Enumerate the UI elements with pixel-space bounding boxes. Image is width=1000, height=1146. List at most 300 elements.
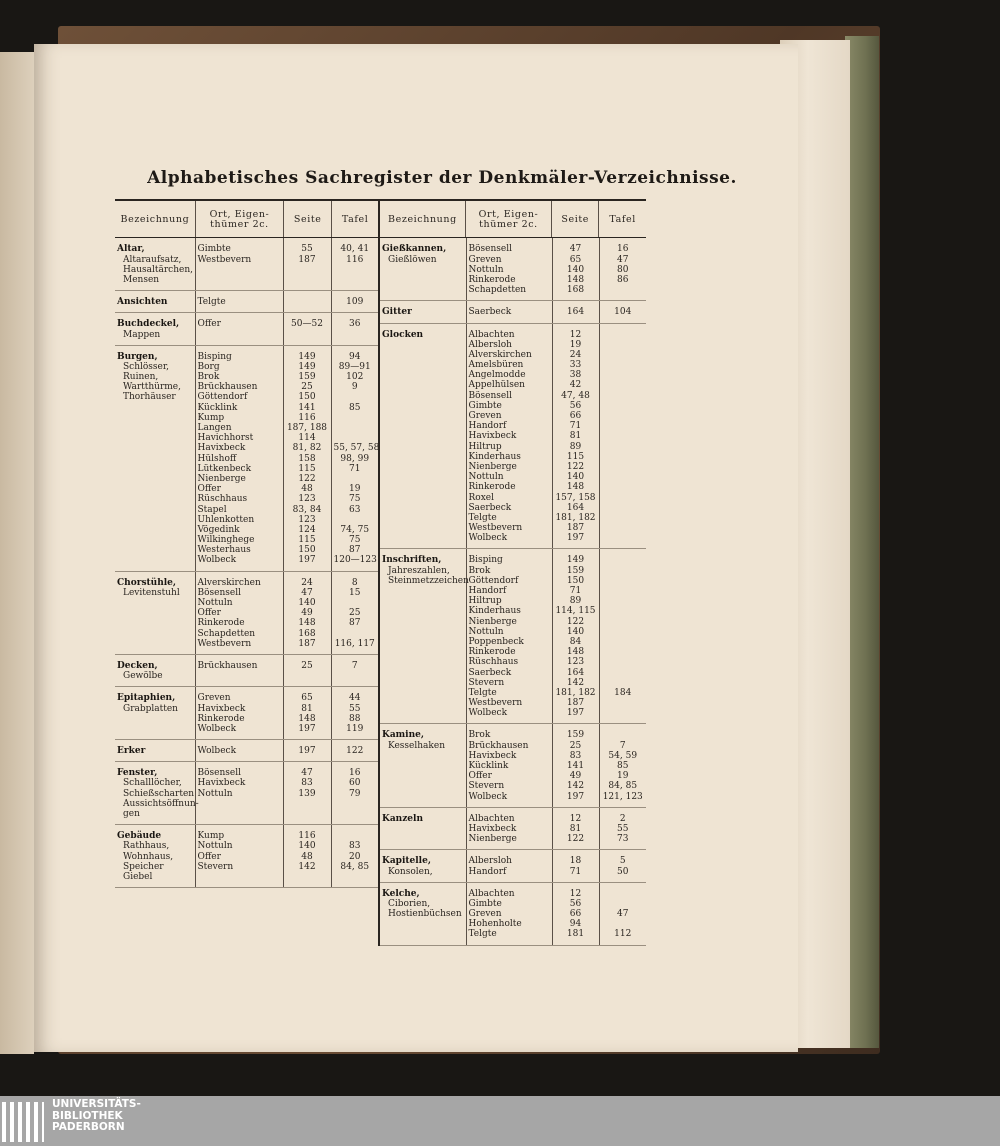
entry-places-line: Gimbte — [197, 244, 231, 255]
entry-places-line: Alverskirchen — [468, 349, 532, 360]
entry-pages-line: 187 — [566, 698, 585, 709]
entry-plates-line: 121, 123 — [602, 791, 643, 802]
entry-places-line: Stevern — [468, 677, 505, 688]
entry-places — [195, 291, 283, 313]
entry-pages-line: 56 — [569, 898, 582, 909]
entry-places — [466, 850, 552, 882]
entry-plates-line: 7 — [351, 660, 358, 671]
entry-plates — [331, 345, 378, 571]
entry-plates — [599, 549, 646, 724]
entry-plates-line — [602, 637, 645, 647]
entry-plates-line: 119 — [346, 723, 364, 734]
entry-plates-line: 85 — [617, 761, 629, 771]
entry-pages-line: 187 — [298, 638, 316, 649]
entry-places-line: Handorf — [468, 421, 507, 432]
entry-pages-line: 89 — [569, 596, 582, 607]
entry-pages-line: 25 — [301, 382, 313, 393]
entry-pages-line: 18 — [569, 856, 582, 867]
entry-pages — [283, 571, 331, 654]
entry-plates-line: 89—91 — [338, 361, 371, 372]
entry-pages-line: 140 — [566, 264, 585, 275]
entry-places — [466, 724, 552, 807]
entry-plates-line: 75 — [349, 535, 361, 546]
entry-pages — [552, 724, 599, 807]
entry-term-line: Buchdeckel, — [117, 319, 180, 330]
entry-term-line: Kanzeln — [382, 813, 423, 824]
entry-plates — [599, 807, 646, 850]
entry-places-line: Bösensell — [468, 244, 512, 255]
entry-places-line: Bösensell — [468, 390, 512, 401]
entry-pages-line: 164 — [566, 667, 585, 678]
entry-places-line: Bösensell — [197, 587, 241, 598]
entry-pages — [552, 301, 599, 323]
entry-places — [466, 549, 552, 724]
entry-places — [195, 345, 283, 571]
entry-places-line: Alverskirchen — [197, 577, 261, 588]
entry-plates-line — [602, 919, 645, 929]
entry-places-line: Havixbeck — [468, 431, 517, 442]
entry-places-line: Telgte — [468, 512, 497, 523]
entry-plates-line: 112 — [614, 929, 632, 940]
entry-places-line: Albachten — [468, 329, 515, 340]
entry-pages-line: 123 — [298, 494, 316, 505]
entry-places-line: Greven — [468, 909, 502, 920]
entry-pages-line: 66 — [569, 909, 582, 920]
register-entry — [380, 301, 646, 323]
entry-pages-line: 164 — [566, 502, 585, 513]
entry-places-line: Offer — [197, 484, 221, 495]
entry-pages-line: 181, 182 — [555, 512, 596, 523]
entry-pages-line: 122 — [566, 461, 585, 472]
entry-places-line: Greven — [197, 693, 231, 704]
entry-pages — [283, 687, 331, 740]
entry-plates-line — [334, 831, 377, 841]
entry-places-line: Wolbeck — [468, 708, 508, 719]
entry-plates-line: 83 — [349, 841, 361, 852]
entry-plates-line: 104 — [614, 307, 632, 318]
entry-places-line: Brückhausen — [197, 660, 258, 671]
entry-pages-line: 150 — [298, 545, 316, 556]
entry-term-line: gen — [123, 809, 140, 819]
left-entries — [115, 238, 378, 888]
entry-term-line: Fenster, — [117, 768, 158, 779]
entry-term-line: Ciborien, — [388, 898, 431, 909]
entry-term-line: Erker — [117, 746, 146, 757]
entry-places-line: Telgte — [468, 687, 497, 698]
entry-pages-line: 197 — [566, 791, 585, 802]
entry-places-line: Rinkerode — [468, 482, 516, 493]
entry-plates-line: 60 — [349, 778, 361, 789]
entry-term-line: Mappen — [123, 329, 161, 340]
entry-term-line: Grabplatten — [123, 703, 178, 714]
entry-term-line: Chorstühle, — [117, 577, 177, 588]
entry-pages-line: 48 — [301, 484, 313, 495]
entry-term-line: Altaraufsatz, — [123, 254, 182, 265]
entry-pages-line: 81 — [301, 703, 313, 714]
entry-pages-line: 48 — [301, 851, 313, 862]
entry-plates-line: 109 — [346, 297, 364, 308]
entry-places-line: Roxel — [468, 492, 494, 503]
entry-pages-line: 124 — [298, 524, 316, 535]
entry-plates — [599, 323, 646, 549]
entry-term — [115, 740, 195, 762]
entry-term-line: Gebäude — [117, 831, 162, 842]
entry-plates — [331, 238, 378, 290]
entry-places — [195, 825, 283, 888]
entry-places — [466, 323, 552, 549]
entry-pages-line: 116 — [298, 412, 316, 423]
entry-pages-line: 159 — [298, 372, 316, 383]
entry-term — [115, 238, 195, 290]
entry-pages-line: 148 — [298, 713, 316, 724]
register-entry — [115, 238, 378, 290]
entry-places-line: Borg — [197, 361, 220, 372]
entry-places-line: Wolbeck — [197, 746, 237, 757]
register-entry — [380, 850, 646, 882]
library-name-line3: PADERBORN — [52, 1121, 125, 1133]
entry-pages-line: 49 — [569, 771, 582, 782]
entry-term — [115, 825, 195, 888]
entry-places-line: Rinkerode — [468, 647, 516, 658]
entry-places — [195, 571, 283, 654]
entry-pages-line: 71 — [569, 421, 582, 432]
entry-pages-line: 83, 84 — [292, 504, 322, 515]
register-entry — [380, 724, 646, 807]
entry-plates — [331, 571, 378, 654]
entry-plates-line — [334, 413, 377, 423]
entry-places-line: Wolbeck — [197, 555, 237, 566]
entry-places-line: Telgte — [468, 929, 497, 940]
entry-plates — [331, 687, 378, 740]
entry-term — [380, 549, 469, 724]
entry-plates — [599, 724, 646, 807]
entry-plates-line: 98, 99 — [340, 453, 370, 464]
library-name — [52, 1099, 141, 1134]
entry-plates — [331, 740, 378, 762]
entry-pages-line: 66 — [569, 411, 582, 421]
entry-places-line: Handorf — [468, 866, 507, 877]
entry-places-line: Uhlenkotten — [197, 514, 255, 525]
entry-pages-line: 187 — [298, 254, 316, 265]
entry-places-line: Nienberge — [197, 473, 246, 484]
entry-term-line: Burgen, — [117, 351, 158, 362]
entry-pages-line: 140 — [566, 626, 585, 637]
entry-term — [115, 687, 195, 740]
entry-places-line: Kücklink — [197, 402, 238, 413]
entry-pages-line: 81 — [569, 431, 582, 442]
entry-places-line: Greven — [468, 254, 502, 265]
entry-plates — [599, 301, 646, 323]
entry-pages-line: 50—52 — [291, 319, 323, 330]
entry-places-line: Albachten — [468, 813, 515, 824]
entry-term — [115, 345, 195, 571]
entry-pages — [552, 882, 599, 945]
entry-pages-line: 142 — [566, 677, 585, 688]
entry-places-line: Rinkerode — [468, 274, 516, 285]
entry-pages-line: 159 — [566, 565, 585, 576]
entry-places-line: Wolbeck — [468, 533, 508, 544]
entry-pages — [552, 323, 599, 549]
entry-places-line: Hiltrup — [468, 596, 502, 607]
entry-pages-line: 115 — [298, 463, 316, 474]
entry-pages-line: 168 — [566, 285, 585, 296]
register-entry — [115, 654, 378, 686]
entry-pages-line: 148 — [566, 274, 585, 285]
register-entry — [115, 825, 378, 888]
entry-pages — [552, 238, 599, 300]
entry-places-line: Saerbeck — [468, 502, 512, 513]
library-footer — [0, 1096, 1000, 1146]
entry-plates-line: 84, 85 — [340, 861, 370, 872]
entry-plates-line: 116, 117 — [334, 638, 375, 649]
entry-pages — [283, 654, 331, 686]
entry-plates-line — [602, 606, 645, 616]
register-entry — [115, 291, 378, 313]
entry-pages-line: 65 — [569, 254, 582, 265]
entry-places-line: Nottuln — [468, 264, 504, 275]
entry-plates-line: 85 — [349, 402, 361, 413]
entry-plates-line: 55 — [349, 703, 361, 714]
entry-places-line: Albachten — [468, 888, 515, 899]
register-entry — [115, 345, 378, 571]
entry-pages-line: 141 — [566, 761, 585, 771]
entry-pages-line: 83 — [569, 750, 582, 761]
entry-term — [380, 323, 466, 549]
entry-pages-line: 47 — [301, 768, 313, 779]
entry-term-line: Ansichten — [117, 297, 168, 308]
col-header-seite: Seite — [284, 200, 332, 238]
entry-term — [115, 291, 195, 313]
entry-plates-line — [602, 596, 645, 606]
entry-pages-line: 42 — [569, 380, 582, 391]
entry-plates-line: 36 — [349, 319, 361, 330]
entry-plates — [599, 882, 646, 945]
entry-pages-line: 94 — [569, 919, 582, 930]
table-header-row — [115, 200, 646, 238]
entry-places — [195, 687, 283, 740]
entry-places-line: Nottuln — [197, 841, 233, 852]
entry-places-line: Nienberge — [468, 616, 517, 627]
entry-places-line: Havichhorst — [197, 433, 254, 444]
entry-pages-line: 141 — [298, 402, 316, 413]
entry-pages-line: 181 — [566, 929, 585, 940]
entry-pages-line: 49 — [301, 608, 313, 619]
entry-term — [115, 654, 195, 686]
entry-pages-line: 81, 82 — [292, 443, 322, 454]
entry-places-line: Hiltrup — [468, 441, 502, 452]
entry-plates-line: 16 — [349, 768, 361, 779]
entry-pages-line: 149 — [298, 361, 316, 372]
entry-plates-line: 80 — [617, 264, 629, 275]
entry-plates — [599, 850, 646, 882]
entry-pages-line: 12 — [569, 329, 582, 340]
left-half — [115, 238, 379, 946]
entry-pages-line: 55 — [301, 244, 313, 255]
entry-term-line: Gitter — [382, 307, 412, 318]
entry-places-line: Schapdetten — [468, 285, 527, 296]
entry-plates-line — [602, 555, 645, 565]
entry-places-line: Brückhausen — [197, 382, 258, 393]
entry-plates-line — [602, 627, 645, 637]
entry-term-line: Rathhaus, — [123, 841, 170, 852]
entry-pages-line: 65 — [301, 693, 313, 704]
entry-pages — [552, 807, 599, 850]
entry-plates-line: 79 — [349, 788, 361, 799]
entry-term-line: Konsolen, — [388, 866, 433, 877]
right-entries — [380, 238, 646, 945]
entry-term-line: Decken, — [117, 660, 158, 671]
entry-plates-line — [602, 678, 645, 688]
entry-plates-line: 88 — [349, 713, 361, 724]
table-body-row — [115, 238, 646, 946]
entry-plates-line — [602, 617, 645, 627]
entry-plates-line: 19 — [349, 484, 361, 495]
entry-term-line: Inschriften, — [382, 555, 442, 566]
entry-pages-line: 115 — [566, 451, 585, 462]
entry-places-line: Hohenholte — [468, 919, 522, 930]
entry-places-line: Nienberge — [468, 461, 517, 472]
entry-pages-line: 47 — [301, 587, 313, 598]
entry-places — [195, 313, 283, 345]
entry-term-line: Speicher — [123, 861, 164, 872]
entry-plates-line: 50 — [617, 866, 629, 877]
entry-pages-line: 149 — [566, 555, 585, 566]
entry-places-line: Wolbeck — [197, 723, 237, 734]
entry-pages-line: 47, 48 — [561, 390, 590, 401]
register-entry — [380, 549, 646, 724]
entry-pages-line: 148 — [566, 647, 585, 658]
entry-places — [466, 301, 552, 323]
entry-places-line: Göttendorf — [468, 575, 519, 586]
entry-term — [115, 313, 195, 345]
entry-places-line: Havixbeck — [197, 443, 246, 454]
entry-plates-line — [334, 474, 377, 484]
entry-pages-line: 114, 115 — [555, 606, 596, 617]
entry-places-line: Rinkerode — [197, 713, 245, 724]
entry-places-line: Amelsbüren — [468, 360, 524, 371]
entry-pages-line: 38 — [569, 370, 582, 381]
entry-places-line: Havixbeck — [197, 778, 246, 789]
entry-places-line: Nienberge — [468, 834, 517, 845]
col-header-bezeichnung: Bezeichnung — [115, 200, 195, 238]
entry-pages-line: 140 — [298, 841, 316, 852]
entry-pages — [283, 291, 331, 313]
entry-places-line: Saerbeck — [468, 667, 512, 678]
entry-pages-line: 197 — [298, 746, 316, 757]
entry-places-line: Albersloh — [468, 339, 512, 350]
entry-term-line: Kamine, — [382, 730, 424, 741]
entry-places-line: Wilkinghege — [197, 535, 255, 546]
entry-places-line: Westerhaus — [197, 545, 251, 556]
entry-places — [466, 238, 552, 300]
entry-plates-line — [602, 730, 645, 740]
entry-pages-line: 123 — [298, 514, 316, 525]
entry-plates-line: 184 — [614, 687, 632, 698]
entry-pages — [283, 238, 331, 290]
entry-plates-line: 73 — [617, 834, 629, 845]
entry-plates — [599, 238, 646, 300]
entry-pages-line: 142 — [298, 861, 316, 872]
col-header-bezeichnung: Bezeichnung — [379, 200, 465, 238]
entry-places-line: Rüschhaus — [468, 657, 519, 668]
entry-places-line: Havixbeck — [468, 750, 517, 761]
entry-places-line: Brückhausen — [468, 740, 529, 751]
entry-plates-line — [602, 668, 645, 678]
entry-plates-line: 71 — [349, 463, 361, 474]
entry-places-line: Offer — [197, 851, 221, 862]
entry-term-line: Steinmetzzeichen — [388, 575, 469, 586]
entry-places-line: Havixbeck — [468, 823, 517, 834]
entry-places-line: Stapel — [197, 504, 227, 515]
entry-places — [195, 740, 283, 762]
entry-plates-line: 75 — [349, 494, 361, 505]
entry-places-line: Gimbte — [468, 400, 502, 411]
entry-pages-line: 12 — [569, 888, 582, 899]
entry-pages — [283, 345, 331, 571]
col-header-ort: Ort, Eigen- thümer 2c. — [195, 200, 283, 238]
entry-plates-line — [334, 392, 377, 402]
entry-pages-line: 116 — [298, 831, 316, 842]
entry-term-line: Aussichtsöffnun- — [123, 798, 199, 809]
entry-term-line: Schlösser, — [123, 361, 170, 372]
entry-term-line: Wohnhaus, — [123, 851, 174, 862]
entry-places-line: Bisping — [468, 555, 503, 566]
entry-term — [115, 762, 199, 825]
entry-term-line: Mensen — [123, 274, 160, 285]
entry-plates-line — [334, 598, 377, 608]
entry-places-line: Göttendorf — [197, 392, 248, 403]
entry-pages-line: 197 — [298, 723, 316, 734]
entry-term-line: Gewölbe — [123, 671, 163, 682]
entry-plates — [331, 825, 378, 888]
entry-term-line: Altar, — [117, 244, 145, 255]
entry-term — [380, 807, 466, 850]
entry-places-line: Westbevern — [197, 638, 252, 649]
entry-plates-line: 87 — [349, 618, 361, 629]
entry-places-line: Kump — [197, 831, 225, 842]
right-half — [379, 238, 646, 946]
entry-places-line: Poppenbeck — [468, 636, 524, 647]
entry-pages-line: 187, 188 — [286, 423, 328, 433]
entry-plates-line — [602, 889, 645, 899]
entry-plates-line: 55 — [617, 823, 629, 834]
entry-pages-line: 71 — [569, 586, 582, 596]
entry-places-line: Westbevern — [197, 254, 252, 265]
entry-places-line: Stevern — [468, 781, 505, 792]
entry-pages-line: 148 — [298, 618, 316, 629]
entry-pages-line: 123 — [566, 657, 585, 668]
entry-pages-line: 158 — [298, 453, 316, 464]
entry-pages-line: 33 — [569, 360, 582, 371]
entry-places-line: Telgte — [197, 297, 226, 308]
entry-places-line: Angelmodde — [468, 370, 526, 381]
entry-places-line: Bösensell — [197, 768, 241, 779]
entry-plates-line: 5 — [619, 856, 626, 867]
entry-pages-line: 122 — [566, 616, 585, 627]
entry-places — [466, 882, 552, 945]
register-entry — [380, 807, 646, 850]
entry-places-line: Gimbte — [468, 898, 502, 909]
entry-pages-line: 150 — [298, 392, 316, 403]
entry-places-line: Kinderhaus — [468, 451, 521, 462]
entry-term-line: Kesselhaken — [388, 740, 445, 751]
entry-pages-line: 157, 158 — [555, 492, 596, 503]
entry-places-line: Nottuln — [197, 788, 233, 799]
register-entry — [115, 740, 378, 762]
entry-term-line: Gießkannen, — [382, 244, 447, 255]
entry-plates-line: 94 — [349, 351, 361, 362]
entry-term-line: Hostienbüchsen — [388, 909, 462, 920]
